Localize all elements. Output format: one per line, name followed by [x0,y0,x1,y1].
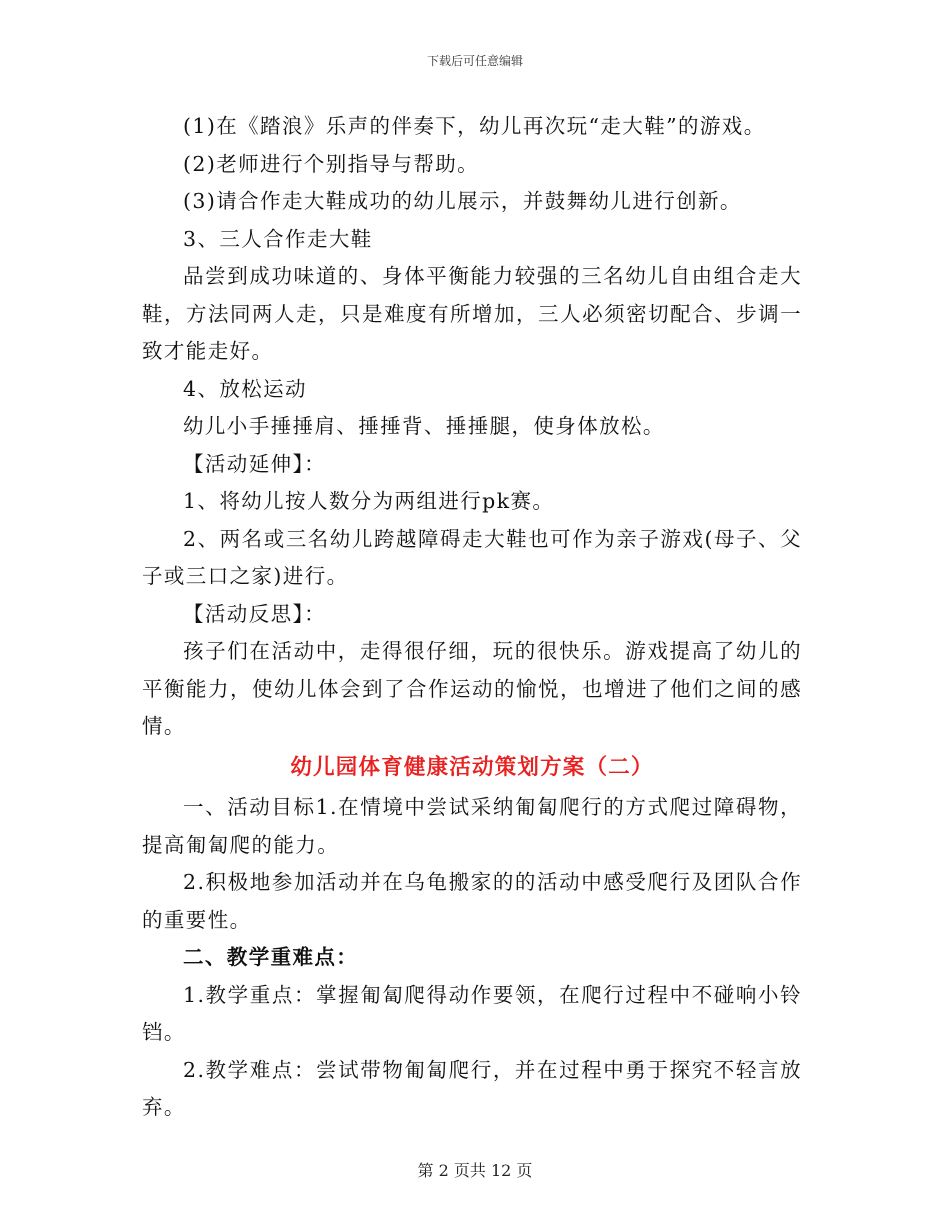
paragraph-relax: 幼儿小手捶捶肩、捶捶背、捶捶腿，使身体放松。 [183,414,665,438]
paragraph-difficult-point: 2.教学难点：尝试带物匍匐爬行，并在过程中勇于探究不轻言放弃。 [142,1057,802,1119]
paragraph-goals-1: 一、活动目标1.在情境中尝试采纳匍匐爬行的方式爬过障碍物，提高匍匐爬的能力。 [142,795,802,857]
page-footer: 第 2 页共 12 页 [417,1161,533,1180]
section-title: 幼儿园体育健康活动策划方案（二） [290,754,654,780]
subheading-activity-reflection: 【活动反思】： [183,601,327,626]
paragraph-2: (2)老师进行个别指导与帮助。 [183,151,480,176]
paragraph-reflection: 孩子们在活动中，走得很仔细，玩的很快乐。游戏提高了幼儿的平衡能力，使幼儿体会到了合作运动的愉悦，也增进了他们之间的感情。 [142,639,802,738]
subheading-relax: 4、放松运动 [183,376,307,401]
paragraph-key-point: 1.教学重点：掌握匍匐爬得动作要领，在爬行过程中不碰响小铃铛。 [142,982,802,1044]
paragraph-extension-2: 2、两名或三名幼儿跨越障碍走大鞋也可作为亲子游戏(母子、父子或三口之家)进行。 [142,526,802,588]
paragraph-extension-1: 1、将幼儿按人数分为两组进行pk赛。 [183,489,555,513]
paragraph-three-person-walk: 品尝到成功味道的、身体平衡能力较强的三名幼儿自由组合走大鞋，方法同两人走，只是难度有所增加，三人必须密切配合、步调一致才能走好。 [142,264,802,363]
paragraph-goals-2: 2.积极地参加活动并在乌龟搬家的的活动中感受爬行及团队合作的重要性。 [142,870,802,932]
document-body [142,108,802,1127]
page-header: 下载后可任意编辑 [426,54,523,68]
subheading-activity-extension: 【活动延伸】： [183,451,327,476]
paragraph-3: (3)请合作走大鞋成功的幼儿展示，并鼓舞幼儿进行创新。 [183,189,742,213]
subheading-key-difficult-points: 二、教学重难点： [183,945,359,969]
subheading-three-person-walk: 3、三人合作走大鞋 [183,226,373,251]
paragraph-1: (1)在《踏浪》乐声的伴奏下，幼儿再次玩“走大鞋”的游戏。 [183,114,766,138]
